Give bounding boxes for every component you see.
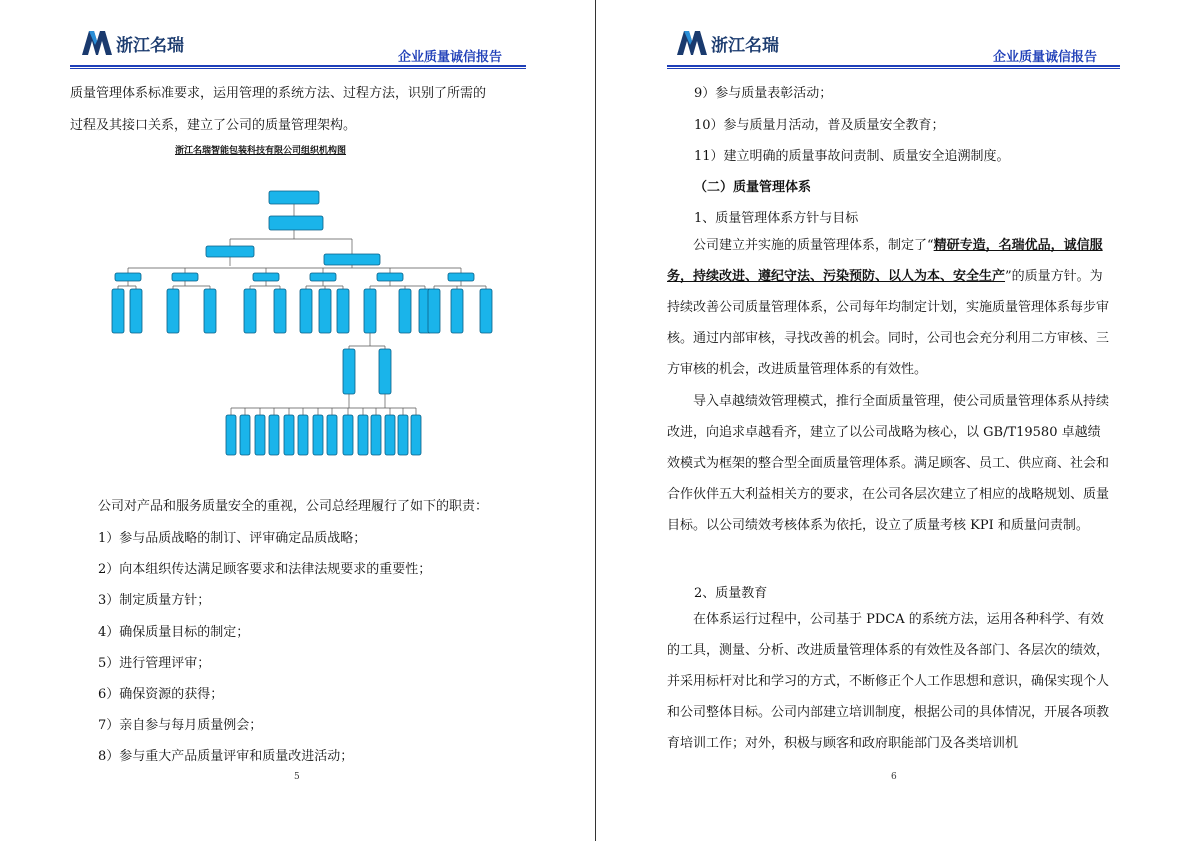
org-box-deputy (206, 246, 254, 257)
document-page-right (597, 0, 1192, 841)
logo-text: 浙江名瑞 (711, 35, 779, 56)
org-box-team (371, 415, 381, 455)
header-rule-thin (667, 68, 1120, 69)
org-box-general-manager (269, 216, 323, 230)
org-box-deputy (324, 254, 380, 265)
subheading-education: 2、质量教育 (694, 586, 768, 601)
org-box-team (269, 415, 279, 455)
org-box-position (244, 289, 256, 333)
header-rule (70, 65, 526, 67)
duty-item: 9）参与质量表彰活动； (694, 86, 833, 101)
duty-item: 5）进行管理评审； (98, 656, 211, 671)
org-box-team (411, 415, 421, 455)
org-box-department (253, 273, 279, 281)
duty-item: 6）确保资源的获得； (98, 687, 224, 702)
page-number: 5 (294, 772, 300, 782)
company-logo (82, 30, 184, 56)
org-box-team (226, 415, 236, 455)
org-box-section (343, 349, 355, 394)
header-rule (667, 65, 1120, 67)
org-chart-title: 浙江名瑞智能包装科技有限公司组织机构图 (175, 146, 347, 156)
org-box-department (310, 273, 336, 281)
logo-m-icon (677, 31, 707, 55)
org-box-team (327, 415, 337, 455)
gm-intro: 公司对产品和服务质量安全的重视，公司总经理履行了如下的职责： (98, 499, 489, 514)
quality-policy-statement: 精研专造，名瑞优品，诚信服务，持续改进、遵纪守法、污染预防、以人为本、安全生产 (667, 238, 1103, 284)
org-box-position (451, 289, 463, 333)
logo-text: 浙江名瑞 (116, 35, 184, 56)
org-chart (100, 186, 500, 458)
intro-line-2: 过程及其接口关系，建立了公司的质量管理架构。 (70, 118, 357, 133)
subheading-policy: 1、质量管理体系方针与目标 (694, 211, 859, 226)
org-box-position (167, 289, 179, 333)
policy-text-post: ”的质量方针。为持续改善公司质量管理体系，公司每年均制定计划，实施质量管理体系每步审核。通过内部审核，寻找改善的机会。同时，公司也会充分利用二方审核、三方审核的机会，改进质量管理体系的有效性。 (667, 269, 1110, 377)
org-box-department (448, 273, 474, 281)
education-paragraph: 在体系运行过程中，公司基于 PDCA 的系统方法，运用各种科学、有效的工具，测量、分析、改进质量管理体系的有效性及各部门、各层次的绩效，并采用标杆对比和学习的方式，不断修正个人工作思想和意识，确保实现个人和公司整体目标。公司内部建立培训制度，根据公司的具体情况，开展各项教育培训工作；对外，积极与顾客和政府职能部门及各类培训机 (667, 612, 1110, 751)
duty-item: 4）确保质量目标的制定； (98, 625, 250, 640)
org-box-department (172, 273, 198, 281)
org-box-position (399, 289, 411, 333)
org-box-team (358, 415, 368, 455)
org-box-team (398, 415, 408, 455)
excellence-paragraph: 导入卓越绩效管理模式，推行全面质量管理，使公司质量管理体系从持续改进，向追求卓越看齐，建立了以公司战略为核心，以 GB/T19580 卓越绩效模式为框架的整合型全面质量管理体系。满足顾客、员工、供应商、社会和合作伙伴五大利益相关方的要求，在公司各层次建立了相应的战略规划、质量目标。以公司绩效考核体系为依托，设立了质量考核 KPI 和质量问责制。 (667, 394, 1110, 533)
org-box-position (130, 289, 142, 333)
policy-text-pre: 公司建立并实施的质量管理体系，制定了“ (693, 238, 934, 253)
org-box-position (300, 289, 312, 333)
logo-m-icon (82, 31, 112, 55)
page-divider (595, 0, 596, 841)
org-box-team (284, 415, 294, 455)
org-box-position (480, 289, 492, 333)
report-title: 企业质量诚信报告 (993, 50, 1098, 65)
org-box-department (377, 273, 403, 281)
duty-item: 8）参与重大产品质量评审和质量改进活动； (98, 749, 354, 764)
org-box-position (204, 289, 216, 333)
header-rule-thin (70, 68, 526, 69)
org-box-position (337, 289, 349, 333)
duty-item: 1）参与品质战略的制订、评审确定品质战略； (98, 531, 367, 546)
org-box-team (385, 415, 395, 455)
org-box-position (274, 289, 286, 333)
org-box-chairman (269, 191, 319, 204)
report-title: 企业质量诚信报告 (398, 50, 503, 65)
duty-item: 11）建立明确的质量事故问责制、质量安全追溯制度。 (694, 149, 1010, 164)
org-box-team (313, 415, 323, 455)
duty-item: 2）向本组织传达满足顾客要求和法律法规要求的重要性； (98, 562, 432, 577)
org-box-team (255, 415, 265, 455)
org-box-department (115, 273, 141, 281)
org-box-position (112, 289, 124, 333)
page-number: 6 (891, 772, 897, 782)
org-box-position (428, 289, 440, 333)
org-box-team (298, 415, 308, 455)
company-logo (677, 30, 779, 56)
section-heading: （二）质量管理体系 (694, 180, 812, 195)
org-box-section (379, 349, 391, 394)
intro-line-1: 质量管理体系标准要求，运用管理的系统方法、过程方法，识别了所需的 (70, 86, 487, 101)
org-box-team (240, 415, 250, 455)
org-box-team (343, 415, 353, 455)
org-box-position (364, 289, 376, 333)
policy-paragraph (667, 230, 1112, 385)
duty-item: 10）参与质量月活动，普及质量安全教育； (694, 118, 945, 133)
duty-item: 3）制定质量方针； (98, 593, 211, 608)
document-page-left (0, 0, 595, 841)
duty-item: 7）亲自参与每月质量例会； (98, 718, 263, 733)
org-box-position (319, 289, 331, 333)
